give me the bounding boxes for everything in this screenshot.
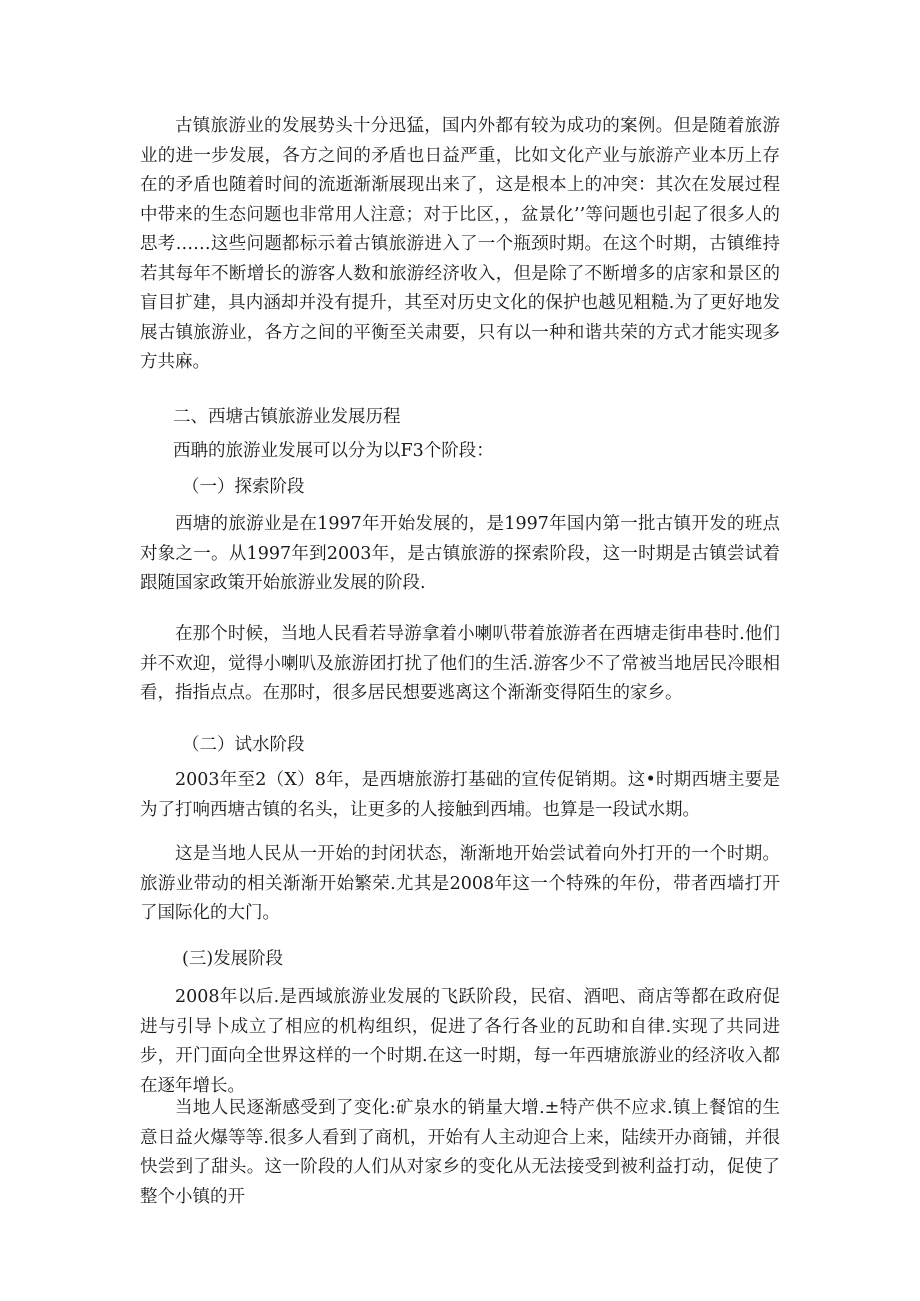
paragraph-intro: 古镇旅游业的发展势头十分迅猛，国内外都有较为成功的案例。但是随着旅游业的进一步发展，各方之间的矛盾也日益严重，比如文化产业与旅游产业本历上存在的矛盾也随着时间的流逝渐渐展现出来了，这是根本上的冲突：其次在发展过程中带来的生态问题也非常用人注意；对于比区，，盆景化’’等问题也引起了很多人的思考……这些问题都标示着古镇旅游进入了一个瓶颈时期。在这个时期，古镇维持若其每年不断增长的游客人数和旅游经济收入，但是除了不断增多的店家和景区的盲目扩建，具内涵却并没有提升，其至对历史文化的保护也越见粗糙.为了更好地发展古镇旅游业，各方之间的平衡至关肃要，只有以一种和谐共荣的方式才能实现多方共麻。	[140, 116, 780, 372]
stage-title-explore: （一）探索阶段	[182, 477, 305, 497]
section-heading: 二、西塘古镇旅游业发展历程	[173, 407, 401, 427]
stage-title-develop: (三)发展阶段	[182, 949, 284, 969]
paragraph-locals-early: 在那个时候，当地人民看若导游拿着小喇叭带着旅游者在西塘走街串巷时.他们并不欢迎，觉得小喇叭及旅游团打扰了他们的生活.游客少不了常被当地居民冷眼相看，指指点点。在那时，很多居民想要逃离这个渐渐变得陌生的家乡。	[140, 624, 780, 703]
paragraph-stages-intro: 西聃的旅游业发展可以分为以F3个阶段：	[173, 441, 494, 461]
paragraph-change: 当地人民逐渐感受到了变化:矿泉水的销量大增.±特产供不应求.镇上餐馆的生意日益火爆等等.很多人看到了商机，开始有人主动迎合上来，陆续开办商铺，并很快尝到了甜头。这一阶段的人们从对家乡的变化从无法接受到被利益打动，促使了整个小镇的开	[140, 1098, 780, 1207]
paragraph-develop: 2008年以后.是西域旅游业发展的飞跃阶段，民宿、酒吧、商店等都在政府促进与引导卜成立了相应的机构组织，促进了各行各业的瓦助和自律.实现了共同进步，开门面向全世界这样的一个时期.在这一时期，每一年西塘旅游业的经济收入都在逐年增长。	[140, 987, 780, 1096]
paragraph-trial: 2003年至2（X）8年，是西塘旅游打基础的宣传促销期。这•时期西塘主要是为了打响西塘古镇的名头，让更多的人接触到西埔。也算是一段试水期。	[140, 770, 780, 820]
paragraph-opening: 这是当地人民从一开始的封闭状态，渐渐地开始尝试着向外打开的一个时期。旅游业带动的相关渐渐开始繁荣.尤其是2008年这一个特殊的年份，带者西墙打开了国际化的大门。	[140, 844, 780, 923]
paragraph-explore: 西塘的旅游业是在1997年开始发展的，是1997年国内第一批古镇开发的班点对象之一。从1997年到2003年，是古镇旅游的探索阶段，这一时期是古镇尝试着跟随国家政策开始旅游业发展的阶段.	[140, 514, 780, 593]
stage-title-trial: （二）试水阶段	[182, 735, 305, 755]
